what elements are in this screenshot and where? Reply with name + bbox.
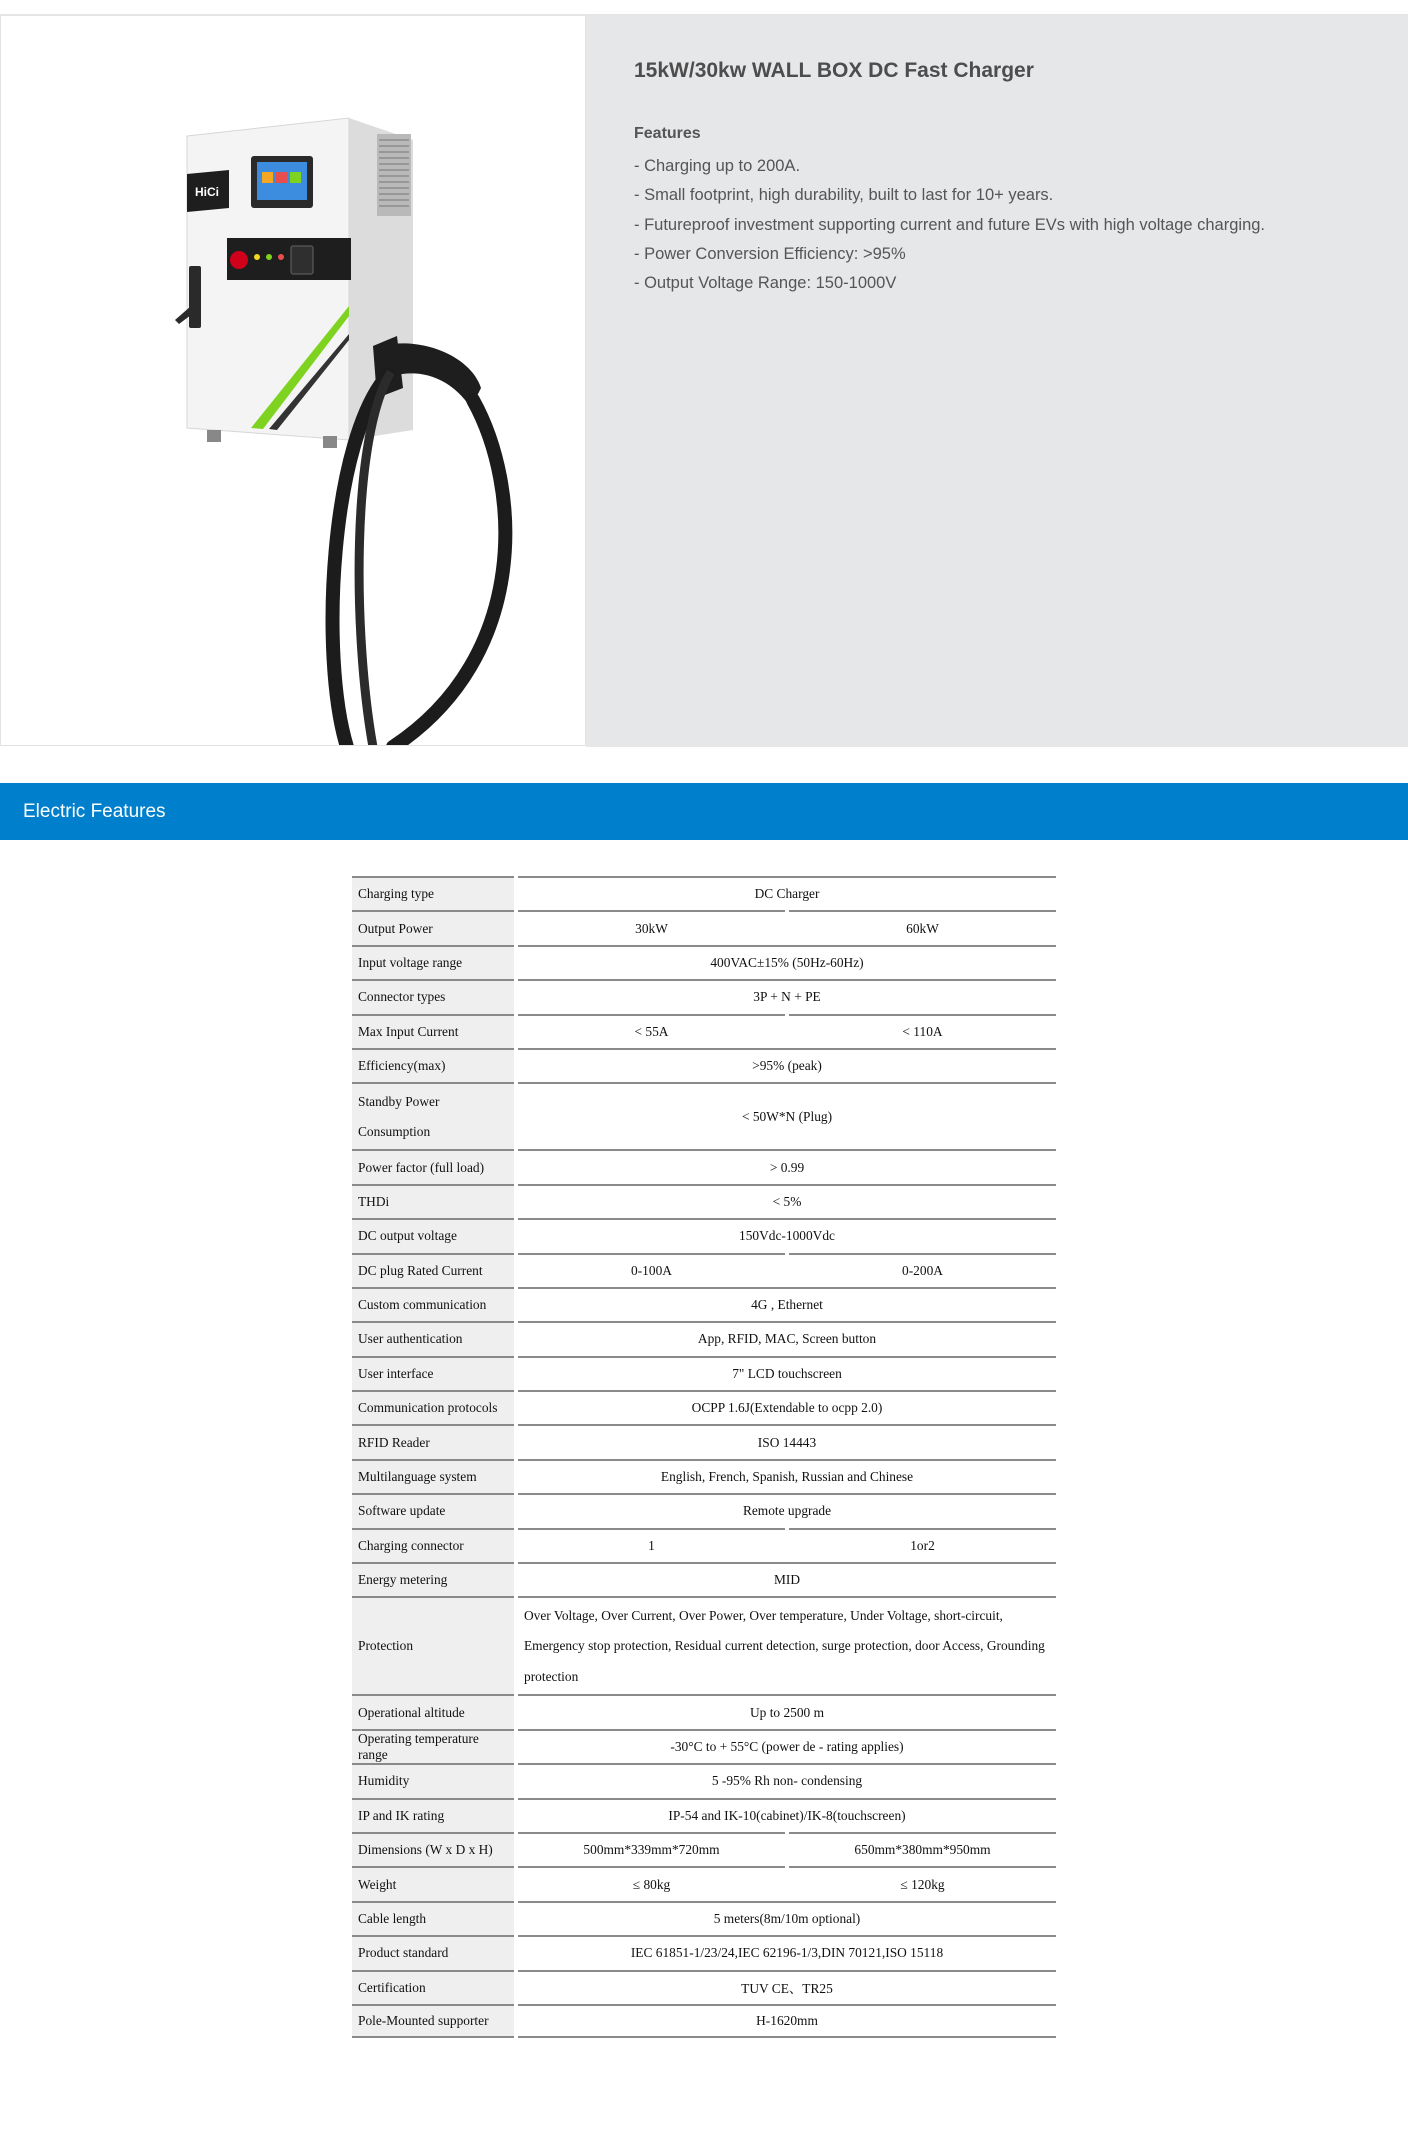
- table-row: [352, 1082, 1056, 1149]
- feature-item: - Small footprint, high durability, built to last for 10+ years.: [634, 186, 1054, 205]
- spec-label: Certification: [352, 1970, 514, 2004]
- table-row: [352, 910, 1056, 944]
- spec-label: Dimensions (W x D x H): [352, 1832, 514, 1866]
- spec-label: Weight: [352, 1866, 514, 1900]
- electric-features-header: [0, 783, 1408, 840]
- table-row: [352, 1287, 1056, 1321]
- spec-value: 5 meters(8m/10m optional): [518, 1901, 1056, 1935]
- spec-label: Communication protocols: [352, 1390, 514, 1424]
- feature-item: - Output Voltage Range: 150-1000V: [634, 274, 897, 293]
- spec-value: Remote upgrade: [518, 1493, 1056, 1527]
- spec-label: Humidity: [352, 1763, 514, 1797]
- spec-value: ≤ 120kg: [789, 1866, 1056, 1900]
- spec-label: DC plug Rated Current: [352, 1253, 514, 1287]
- screen-icon: [251, 156, 313, 208]
- table-row: [352, 945, 1056, 979]
- product-title: 15kW/30kw WALL BOX DC Fast Charger: [634, 59, 1034, 82]
- table-row: [352, 1424, 1056, 1458]
- spec-label: Max Input Current: [352, 1014, 514, 1048]
- table-row: [352, 1048, 1056, 1082]
- table-row: [352, 1149, 1056, 1183]
- spec-value: DC Charger: [518, 876, 1056, 910]
- spec-label: Cable length: [352, 1901, 514, 1935]
- spec-value: 60kW: [789, 910, 1056, 944]
- spec-value: < 110A: [789, 1014, 1056, 1048]
- spec-value: 400VAC±15% (50Hz-60Hz): [518, 945, 1056, 979]
- table-row: [352, 1184, 1056, 1218]
- spec-label: Energy metering: [352, 1562, 514, 1596]
- spec-value: 5 -95% Rh non- condensing: [518, 1763, 1056, 1797]
- spec-label: Product standard: [352, 1935, 514, 1969]
- table-row: [352, 2004, 1056, 2038]
- spec-value: < 50W*N (Plug): [518, 1082, 1056, 1149]
- spec-label: Output Power: [352, 910, 514, 944]
- spec-value: IEC 61851-1/23/24,IEC 62196-1/3,DIN 70121,ISO 15118: [518, 1935, 1056, 1969]
- spec-label: Operating temperature range: [352, 1729, 514, 1763]
- spec-value: 0-100A: [518, 1253, 785, 1287]
- product-overview: [0, 15, 1408, 747]
- table-row: [352, 1493, 1056, 1527]
- spec-value: ≤ 80kg: [518, 1866, 785, 1900]
- spec-value: 650mm*380mm*950mm: [789, 1832, 1056, 1866]
- spec-label: DC output voltage: [352, 1218, 514, 1252]
- table-row: [352, 1901, 1056, 1935]
- spec-value: -30°C to + 55°C (power de - rating applies): [518, 1729, 1056, 1763]
- table-row: [352, 1356, 1056, 1390]
- spec-label: IP and IK rating: [352, 1798, 514, 1832]
- spec-label: Input voltage range: [352, 945, 514, 979]
- spec-value: < 55A: [518, 1014, 785, 1048]
- spec-value: 1: [518, 1528, 785, 1562]
- spec-label: Standby Power Consumption: [352, 1082, 514, 1149]
- spec-value: 1or2: [789, 1528, 1056, 1562]
- table-row: [352, 1596, 1056, 1694]
- spec-label: Charging type: [352, 876, 514, 910]
- table-row: [352, 1798, 1056, 1832]
- spec-value: 500mm*339mm*720mm: [518, 1832, 785, 1866]
- spec-value: >95% (peak): [518, 1048, 1056, 1082]
- table-row: [352, 1528, 1056, 1562]
- product-image: [0, 15, 586, 746]
- spec-label: Charging connector: [352, 1528, 514, 1562]
- door-handle-icon: [189, 266, 201, 328]
- spec-label: Power factor (full load): [352, 1149, 514, 1183]
- table-row: [352, 1218, 1056, 1252]
- feature-item: - Power Conversion Efficiency: >95%: [634, 244, 906, 263]
- table-row: [352, 1729, 1056, 1763]
- charger-illustration: [1, 16, 586, 746]
- spec-value: Up to 2500 m: [518, 1694, 1056, 1728]
- spec-label: THDi: [352, 1184, 514, 1218]
- spec-label: Multilanguage system: [352, 1459, 514, 1493]
- spec-value: MID: [518, 1562, 1056, 1596]
- brand-logo: HiCi: [195, 185, 219, 199]
- table-row: [352, 1832, 1056, 1866]
- product-info-panel: [586, 15, 1408, 747]
- table-row: [352, 1014, 1056, 1048]
- vent-icon: [377, 134, 411, 216]
- rfid-icon: [291, 246, 313, 274]
- table-row: [352, 1459, 1056, 1493]
- table-row: [352, 1935, 1056, 1969]
- feature-item: - Futureproof investment supporting current and future EVs with high voltage charging.: [634, 215, 1266, 234]
- spec-value: TUV CE、TR25: [518, 1970, 1056, 2004]
- features-list: [634, 152, 1265, 298]
- emergency-stop-icon: [230, 251, 248, 269]
- spec-value: 30kW: [518, 910, 785, 944]
- table-row: [352, 1763, 1056, 1797]
- spec-value: OCPP 1.6J(Extendable to ocpp 2.0): [518, 1390, 1056, 1424]
- spec-label: Operational altitude: [352, 1694, 514, 1728]
- spec-label: Connector types: [352, 979, 514, 1013]
- spec-value: English, French, Spanish, Russian and Chinese: [518, 1459, 1056, 1493]
- spec-label: User interface: [352, 1356, 514, 1390]
- spec-value: ISO 14443: [518, 1424, 1056, 1458]
- table-row: [352, 876, 1056, 910]
- spec-value: 0-200A: [789, 1253, 1056, 1287]
- spec-value: 150Vdc-1000Vdc: [518, 1218, 1056, 1252]
- spec-value: Over Voltage, Over Current, Over Power, Over temperature, Under Voltage, short-circuit, Emergency stop protection, Residual current detection, surge protection, door Access, Grounding protection: [518, 1596, 1056, 1694]
- feature-item: - Charging up to 200A.: [634, 157, 801, 175]
- spec-value: 4G , Ethernet: [518, 1287, 1056, 1321]
- spec-label: Efficiency(max): [352, 1048, 514, 1082]
- spec-value: 3P + N + PE: [518, 979, 1056, 1013]
- table-row: [352, 1390, 1056, 1424]
- table-row: [352, 1970, 1056, 2004]
- spec-value: 7" LCD touchscreen: [518, 1356, 1056, 1390]
- table-row: [352, 1866, 1056, 1900]
- table-row: [352, 979, 1056, 1013]
- spec-label: Pole-Mounted supporter: [352, 2004, 514, 2038]
- spec-label: Protection: [352, 1596, 514, 1694]
- table-row: [352, 1253, 1056, 1287]
- spec-table: [348, 876, 1060, 2038]
- spec-value: App, RFID, MAC, Screen button: [518, 1321, 1056, 1355]
- table-row: [352, 1562, 1056, 1596]
- features-heading: Features: [634, 125, 701, 142]
- table-row: [352, 1321, 1056, 1355]
- spec-value: IP-54 and IK-10(cabinet)/IK-8(touchscreen): [518, 1798, 1056, 1832]
- section-title: Electric Features: [23, 801, 166, 822]
- table-row: [352, 1694, 1056, 1728]
- spec-value: < 5%: [518, 1184, 1056, 1218]
- spec-label: RFID Reader: [352, 1424, 514, 1458]
- spec-label: Software update: [352, 1493, 514, 1527]
- spec-value: H-1620mm: [518, 2004, 1056, 2038]
- spec-label: User authentication: [352, 1321, 514, 1355]
- spec-value: > 0.99: [518, 1149, 1056, 1183]
- spec-label: Custom communication: [352, 1287, 514, 1321]
